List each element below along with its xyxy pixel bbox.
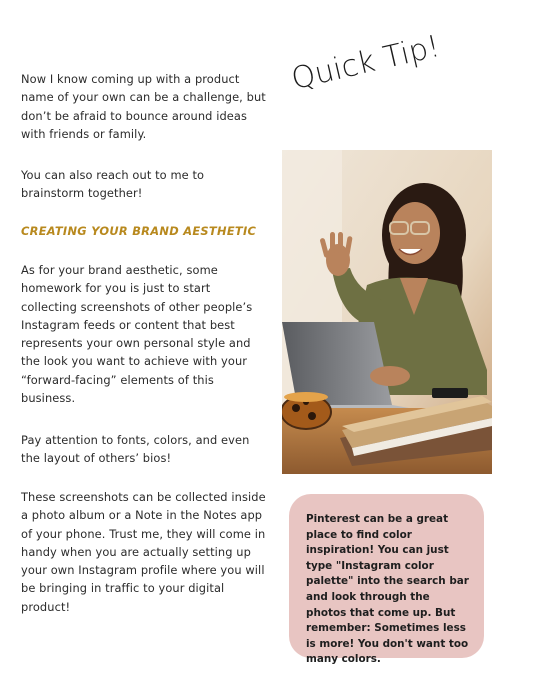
paragraph-brainstorm: You can also reach out to me to brainstorm together! [21,168,205,201]
pinterest-tip-box [289,494,484,666]
paragraph-product-name: Now I know coming up with a product name of your own can be a challenge, but don’t be afraid to bounce around ideas with friends or family. [21,72,266,141]
paragraph-brand-aesthetic: As for your brand aesthetic, some homework for you is just to start collecting screenshots of other people’s Instagram feeds or content that best represents your own personal style and the look you want to achieve with your “forward-facing” elements of this business. [21,263,253,406]
paragraph-screenshots: These screenshots can be collected inside a photo album or a Note in the Notes app of your phone. Trust me, they will come in handy when you are actually setting up your own Instagram profile where you will be bringing in traffic to your digital product! [21,490,266,614]
section-heading-brand-aesthetic: CREATING YOUR BRAND AESTHETIC [21,224,257,238]
paragraph-fonts-colors: Pay attention to fonts, colors, and even the layout of others’ bios! [21,433,250,466]
quick-tip-title: Quick Tip! [288,28,444,97]
pinterest-tip-text: Pinterest can be a great place to find color inspiration! You can just type "Instagram color palette" into the search bar and look through the photos that come up. But remember: Sometimes less is more! You don't want too many colors. [306,513,469,666]
woman-waving-laptop-photo [282,150,492,474]
